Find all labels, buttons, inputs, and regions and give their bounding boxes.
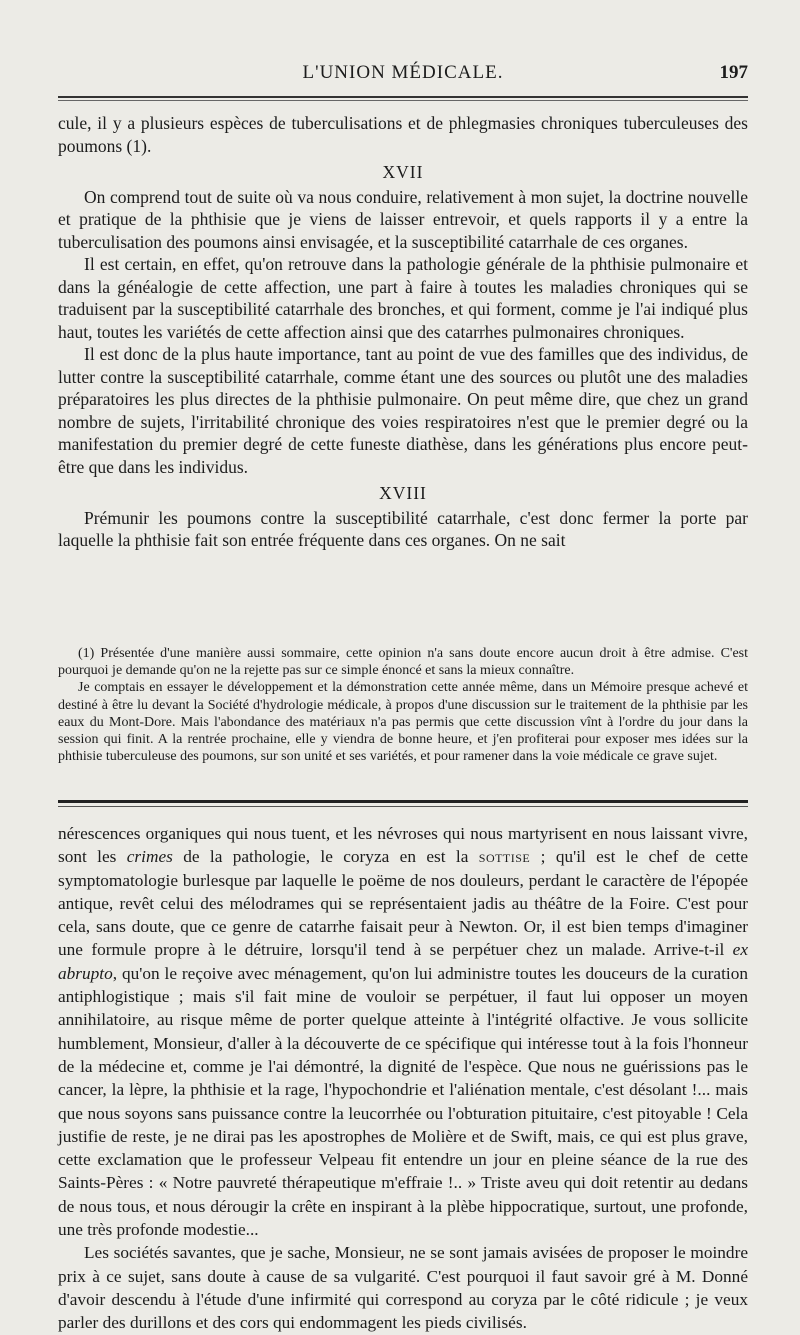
text-run: de la pathologie, le coryza en est la [172, 847, 479, 867]
paragraph: Il est certain, en effet, qu'on retrouve dans la pathologie générale de la phthisie pulmonaire et dans la généalogie de cette affection, une part à faire à toutes les maladies chroniques qui se traduisent par la susceptibilité catarrhale des bronches, et qui forment, comme je l'ai indiqué plus haut, toutes les variétés de cette affection ainsi que des catarrhes pulmonaires chroniques. [58, 254, 748, 342]
section-heading-xviii: XVIII [379, 483, 427, 503]
text-run: ; qu'il est le chef de cette symptomatologie burlesque par laquelle le poëme de nos douleurs, perdant le caractère de l'épopée antique, revêt celui des mélodrames qui se représentaient jadis au théâtre de la Foire. C'est pour cela, sans doute, que ce genre de catarrhe faisait peur à Newton. Or, il est bien temps d'imaginer une formule propre à le détruire, lorsqu'il tend à se perpétuer chez un malade. Arrive-t-il [58, 847, 749, 960]
header-rule-thin [58, 100, 748, 101]
header-rule [58, 96, 748, 98]
journal-title: L'UNION MÉDICALE. [302, 62, 504, 83]
footnotes [58, 645, 748, 765]
section-divider [58, 800, 748, 803]
footnote-continuation: Je comptais en essayer le développement et la démonstration cette année même, dans un Mémoire presque achevé et destiné à être lu devant la Société d'hydrologie médicale, à propos d'une discussion sur le traitement de la phthisie par les eaux du Mont-Dore. Mais l'abondance des matériaux n'a pas permis que cette discussion vînt à l'ordre du jour dans la session qui finit. A la rentrée prochaine, elle y viendra de bonne heure, et j'en profiterai pour exposer mes idées sur la phthisie tuberculeuse des poumons, sur son unité et ses variétés, et pour ramener dans la voie médicale ce grave sujet. [58, 680, 748, 765]
paragraph-continuation [58, 822, 748, 1241]
paragraph-continuation: cule, il y a plusieurs espèces de tuberculisations et de phlegmasies chroniques tuberculeuses des poumons (1). [58, 113, 748, 156]
emphasis-sottise: sottise [478, 847, 531, 867]
emphasis-crimes: crimes [126, 847, 173, 867]
section-divider-thin [58, 806, 748, 807]
text-run: nérescences organiques qui nous tuent, et les névroses qui nous martyrisent en nous laissant vivre, sont les [58, 824, 748, 867]
paragraph: Il est donc de la plus haute importance, tant au point de vue des familles que des individus, de lutter contre la susceptibilité catarrhale, comme étant une des sources ou plutôt une des maladies préparatoires les plus directes de la phthisie pulmonaire. On peut même dire, que chez un grand nombre de sujets, l'irritabilité chronique des voies respiratoires n'est que le premier degré ou la manifestation du premier degré de cette funeste diathèse, dans les générations plus encore peut-être que dans les individus. [58, 344, 748, 477]
section-heading-xvii: XVII [382, 162, 424, 182]
running-header [58, 62, 748, 90]
emphasis-ex-abrupto: ex abrupto [58, 940, 748, 983]
main-text-lower [58, 822, 748, 1335]
paragraph: On comprend tout de suite où va nous conduire, relativement à mon sujet, la doctrine nouvelle et pratique de la phthisie que je viens de laisser entrevoir, et quels rapports il y a entre la tuberculisation des poumons ainsi envisagée, et la susceptibilité catarrhale de ces organes. [58, 186, 748, 252]
paragraph: Prémunir les poumons contre la susceptibilité catarrhale, c'est donc fermer la porte par laquelle la phthisie fait son entrée fréquente dans ces organes. On ne sait [58, 507, 748, 550]
text-run: , qu'on le reçoive avec ménagement, qu'on lui administre toutes les douceurs de la curation antiphlogistique ; mais s'il fait mine de vouloir se perpétuer, il faut lui opposer un moyen annihilatoire, au risque même de porter quelque atteinte à l'intégrité olfactive. Je vous sollicite humblement, Monsieur, d'aller à la découverte de ce spécifique qui intéresse tout à la fois l'honneur de la médecine et, comme je l'ai démontré, la dignité de l'espèce. Que nous ne guérissions pas le cancer, la lèpre, la phthisie et la rage, l'hypochondrie et l'aliénation mentale, c'est désolant !... mais que nous soyons sans puissance contre la leucorrhée ou l'obturation pituitaire, c'est pitoyable ! Cela justifie de reste, je ne dirai pas les apostrophes de Molière et de Swift, mais, ce qui est plus grave, cette exclamation que le professeur Velpeau fit entendre un jour en pleine séance de la rue des Saints-Pères : « Notre pauvreté thérapeutique m'effraie !.. » Triste aveu qui doit retentir au dedans de nous tous, et nous dérougir la crête en inspirant à la plèbe hippocratique, surtout, une profonde, une très profonde modestie... [58, 963, 748, 1240]
main-text-upper [58, 112, 748, 552]
paragraph: Les sociétés savantes, que je sache, Monsieur, ne se sont jamais avisées de proposer le moindre prix à ce sujet, sans doute à cause de sa vulgarité. C'est pourquoi il faut savoir gré à M. Donné d'avoir descendu à l'étude d'une infirmité qui correspond au coryza par le côté ridicule ; je veux parler des durillons et des cors qui endommagent les pieds civilisés. [58, 1243, 748, 1333]
footnote: (1) Présentée d'une manière aussi sommaire, cette opinion n'a sans doute encore aucun droit à être admise. C'est pourquoi je demande qu'on ne la rejette pas sur ce simple énoncé et sans la mieux connaître. [58, 646, 748, 679]
page-number: 197 [719, 62, 748, 83]
